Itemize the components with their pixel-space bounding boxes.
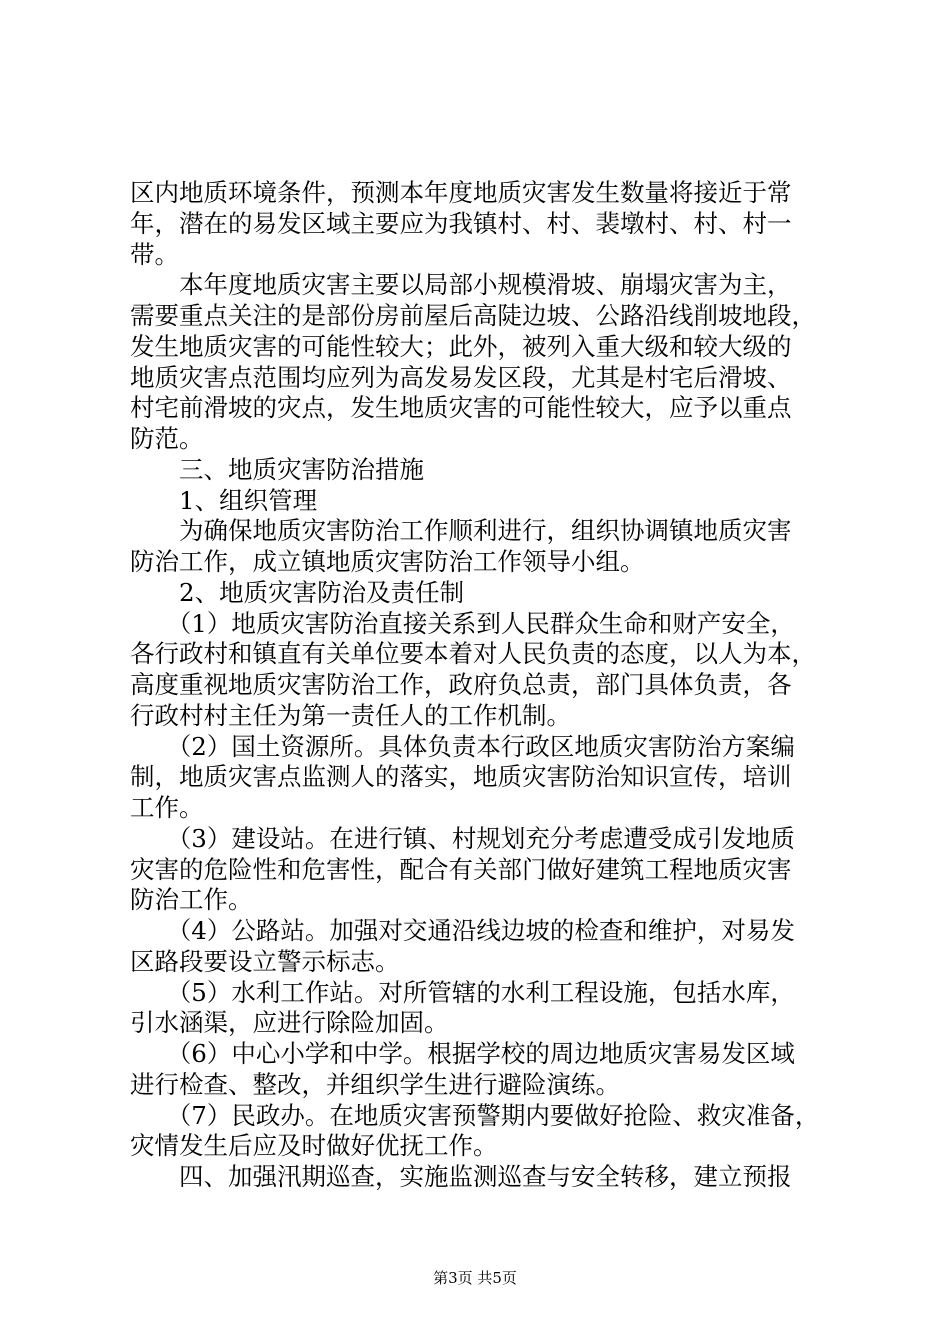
text-line: 灾害的危险性和危害性，配合有关部门做好建筑工程地质灾害 <box>130 854 792 884</box>
text-line: （4）公路站。加强对交通沿线边坡的检查和维护，对易发 <box>130 916 795 945</box>
text-line: 行政村村主任为第一责任人的工作机制。 <box>130 700 571 730</box>
text-line: 发生地质灾害的可能性较大；此外，被列入重大级和较大级的 <box>130 331 792 361</box>
text-line: 引水涵渠，应进行除险加固。 <box>130 1008 449 1038</box>
text-line: 四、加强汛期巡查，实施监测巡查与安全转移，建立预报 <box>130 1162 792 1191</box>
text-line: 区路段要设立警示标志。 <box>130 946 400 976</box>
text-line: （6）中心小学和中学。根据学校的周边地质灾害易发区域 <box>130 1039 795 1068</box>
page-footer: 第3页 共5页 <box>433 1269 517 1287</box>
text-line: 防治工作。 <box>130 885 253 915</box>
text-line: 制，地质灾害点监测人的落实，地质灾害防治知识宣传，培训 <box>130 762 792 792</box>
text-line: 灾情发生后应及时做好优抚工作。 <box>130 1131 498 1161</box>
text-line: 三、地质灾害防治措施 <box>130 454 424 484</box>
text-line: 2、地质灾害防治及责任制 <box>130 577 465 607</box>
text-line: 工作。 <box>130 793 204 822</box>
text-line: 地质灾害点范围均应列为高发易发区段，尤其是村宅后滑坡、 <box>130 362 792 392</box>
body-text <box>130 178 842 1193</box>
text-line: 防范。 <box>130 424 204 453</box>
text-line: 村宅前滑坡的灾点，发生地质灾害的可能性较大，应予以重点 <box>130 393 792 423</box>
text-line: （1）地质灾害防治直接关系到人民群众生命和财产安全， <box>130 608 795 638</box>
text-line: 为确保地质灾害防治工作顺利进行，组织协调镇地质灾害 <box>130 516 792 546</box>
text-line: 进行检查、整改，并组织学生进行避险演练。 <box>130 1069 620 1099</box>
text-line: 各行政村和镇直有关单位要本着对人民负责的态度，以人为本， <box>130 639 816 669</box>
text-line: （7）民政办。在地质灾害预警期内要做好抢险、救灾准备， <box>130 1100 820 1130</box>
text-line: 高度重视地质灾害防治工作，政府负总责，部门具体负责，各 <box>130 670 792 699</box>
text-line: （2）国土资源所。具体负责本行政区地质灾害防治方案编 <box>130 731 795 761</box>
text-line: 需要重点关注的是部份房前屋后高陡边坡、公路沿线削坡地段， <box>130 301 816 330</box>
text-line: （3）建设站。在进行镇、村规划充分考虑遭受成引发地质 <box>130 823 795 853</box>
text-line: 防治工作，成立镇地质灾害防治工作领导小组。 <box>130 547 645 576</box>
text-line: 1、组织管理 <box>130 485 318 515</box>
text-line: 本年度地质灾害主要以局部小规模滑坡、崩塌灾害为主， <box>130 270 792 300</box>
text-line: 带。 <box>130 239 179 269</box>
text-line: （5）水利工作站。对所管辖的水利工程设施，包括水库， <box>130 977 795 1007</box>
text-line: 区内地质环境条件，预测本年度地质灾害发生数量将接近于常 <box>130 178 792 207</box>
text-line: 年，潜在的易发区域主要应为我镇村、村、裴墩村、村、村一 <box>130 208 792 238</box>
